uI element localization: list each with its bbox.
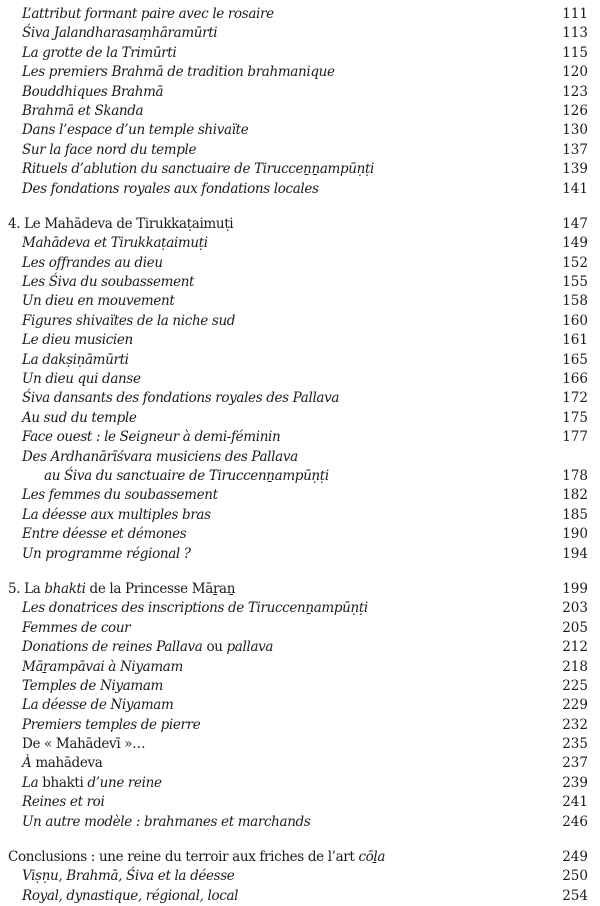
toc-entry-page: 229 — [562, 697, 588, 714]
chapter-title — [8, 848, 385, 867]
chapter-title: 4. Le Mahādeva de Tirukkaṭaimuṭi — [8, 215, 234, 232]
toc-entry — [0, 506, 600, 525]
toc-entry-page: 205 — [562, 619, 588, 636]
toc-entry-title: La grotte de la Trimūrti — [22, 44, 177, 61]
toc-entry-page: 182 — [562, 487, 588, 504]
toc-entry-title: Un autre modèle : brahmanes et marchands — [22, 813, 311, 830]
toc-entry-title: La dakṣiṇāmūrti — [22, 351, 129, 368]
toc-entry — [0, 254, 600, 273]
toc-entry-title: Un dieu qui danse — [22, 371, 141, 388]
section-spacer — [0, 564, 600, 580]
section-spacer — [0, 199, 600, 215]
toc-entry-title: Entre déesse et démones — [22, 526, 187, 543]
toc-entry-page: 177 — [562, 429, 588, 446]
toc-entry-title: Brahmā et Skanda — [22, 102, 144, 119]
toc-entry-page: 212 — [562, 639, 588, 656]
toc-entry — [0, 428, 600, 447]
toc-entry-page: 152 — [562, 254, 588, 271]
toc-entry — [0, 448, 600, 467]
toc-entry — [0, 331, 600, 350]
toc-entry — [0, 525, 600, 544]
toc-entry — [0, 867, 600, 886]
toc-entry — [0, 292, 600, 311]
toc-entry-continuation — [0, 467, 600, 486]
toc-entry-title-pre: Donations de reines Pallava — [22, 639, 207, 656]
toc-entry-page: 218 — [562, 658, 588, 675]
toc-entry — [0, 102, 600, 121]
toc-entry-title: Les Śiva du soubassement — [22, 274, 195, 291]
toc-entry — [0, 677, 600, 696]
toc-entry — [0, 234, 600, 253]
toc-entry — [0, 63, 600, 82]
toc-entry-page: 235 — [562, 736, 588, 753]
section-spacer — [0, 832, 600, 848]
toc-entry-title: Au sud du temple — [22, 409, 137, 426]
toc-entry-title: Un dieu en mouvement — [22, 293, 175, 310]
toc-entry — [0, 638, 600, 657]
toc-entry — [0, 599, 600, 618]
toc-entry — [0, 774, 600, 793]
chapter-title-emphasis: cōḻa — [358, 849, 386, 866]
toc-entry-title: Māṟampāvai à Niyamam — [22, 658, 183, 675]
toc-entry-page: 139 — [562, 161, 588, 178]
toc-entry — [0, 24, 600, 43]
toc-entry — [0, 351, 600, 370]
toc-entry-title: Reines et roi — [22, 794, 105, 811]
toc-entry-title — [22, 754, 102, 773]
toc-entry-title: Premiers temples de pierre — [22, 716, 201, 733]
toc-entry-page: 165 — [562, 351, 588, 368]
toc-entry-page: 178 — [562, 467, 588, 484]
chapter-page: 249 — [562, 849, 588, 866]
toc-entry-page: 254 — [562, 887, 588, 904]
toc-entry-page: 155 — [562, 274, 588, 291]
toc-entry — [0, 545, 600, 564]
toc-chapter-4 — [0, 215, 600, 234]
toc-entry-title: Rituels d’ablution du sanctuaire de Tirucceṉṉampūṇṭi — [22, 161, 375, 178]
toc-entry-page: 120 — [562, 64, 588, 81]
chapter-title-pre: Conclusions : une reine du terroir aux friches de l’art — [8, 849, 359, 866]
toc-entry-page: 172 — [562, 390, 588, 407]
toc-entry — [0, 141, 600, 160]
toc-entry-page: 137 — [562, 141, 588, 158]
toc-entry — [0, 370, 600, 389]
toc-entry-title: Face ouest : le Seigneur à demi-féminin — [22, 429, 281, 446]
toc-entry-page: 160 — [562, 312, 588, 329]
toc-entry-page: 123 — [562, 83, 588, 100]
toc-entry-page: 158 — [562, 293, 588, 310]
toc-entry-title: De « Mahādevī »… — [22, 736, 146, 753]
toc-entry-page: 141 — [562, 180, 588, 197]
toc-entry — [0, 389, 600, 408]
toc-entry-title: Temples de Niyamam — [22, 677, 163, 694]
chapter-title-post: de la Princesse Māṟaṉ — [85, 580, 236, 597]
toc-entry-page: 130 — [562, 122, 588, 139]
toc-entry — [0, 5, 600, 24]
chapter-title-emphasis: bhakti — [44, 580, 86, 597]
chapter-title — [8, 580, 235, 599]
toc-entry-title: Royal, dynastique, régional, local — [22, 887, 239, 904]
toc-entry-title-upright: bhakti — [42, 774, 84, 791]
toc-entry-page: 239 — [562, 774, 588, 791]
toc-entry-page: 232 — [562, 716, 588, 733]
toc-entry — [0, 121, 600, 140]
toc-entry-page: 203 — [562, 600, 588, 617]
toc-entry — [0, 716, 600, 735]
toc-entry — [0, 160, 600, 179]
toc-entry — [0, 793, 600, 812]
toc-entry-title: Figures shivaïtes de la niche sud — [22, 312, 236, 329]
toc-entry-page: 175 — [562, 409, 588, 426]
toc-entry-title: Dans l’espace d’un temple shivaïte — [22, 122, 249, 139]
toc-entry-title-upright: ou — [206, 639, 223, 656]
toc-entry-title-pre: À — [22, 755, 36, 772]
toc-entry-title: Le dieu musicien — [22, 332, 133, 349]
toc-entry-title: Femmes de cour — [22, 619, 131, 636]
toc-entry — [0, 658, 600, 677]
toc-entry-title: Mahādeva et Tirukkaṭaimuṭi — [22, 235, 208, 252]
toc-entry — [0, 312, 600, 331]
toc-entry-page: 115 — [562, 44, 588, 61]
toc-entry-page: 237 — [562, 755, 588, 772]
toc-entry-title: La déesse de Niyamam — [22, 697, 174, 714]
chapter-title-pre: 5. La — [8, 580, 45, 597]
toc-entry-title-upright: mahādeva — [35, 755, 103, 772]
toc-entry-title: Un programme régional ? — [22, 545, 191, 562]
toc-entry-title-pre: La — [22, 774, 43, 791]
toc-entry-page: 161 — [562, 332, 588, 349]
toc-entry-title: L’attribut formant paire avec le rosaire — [22, 6, 274, 22]
table-of-contents — [0, 5, 600, 906]
toc-entry-title: Des Ardhanārīśvara musiciens des Pallava — [22, 448, 298, 465]
toc-entry-page: 149 — [562, 235, 588, 252]
chapter-page: 147 — [562, 215, 588, 232]
toc-entry-title: au Śiva du sanctuaire de Tiruccenṉampūṇṭi — [44, 467, 329, 484]
toc-entry — [0, 887, 600, 906]
toc-entry-title: Les offrandes au dieu — [22, 254, 163, 271]
toc-entry-page: 113 — [562, 25, 588, 42]
toc-entry — [0, 619, 600, 638]
toc-entry-title: Śiva Jalandharasaṃhāramūrti — [22, 25, 218, 42]
toc-entry — [0, 813, 600, 832]
toc-entry — [0, 409, 600, 428]
toc-entry-page: 246 — [562, 813, 588, 830]
toc-entry — [0, 486, 600, 505]
toc-entry-title-post: d’une reine — [83, 774, 162, 791]
toc-entry — [0, 83, 600, 102]
toc-entry-title — [22, 774, 162, 793]
toc-entry-title: Les femmes du soubassement — [22, 487, 218, 504]
toc-entry — [0, 180, 600, 199]
toc-entry-title: Bouddhiques Brahmā — [22, 83, 164, 100]
toc-entry-title: Sur la face nord du temple — [22, 141, 197, 158]
toc-entry-page: 185 — [562, 506, 588, 523]
toc-conclusions — [0, 848, 600, 867]
toc-entry-page: 190 — [562, 526, 588, 543]
toc-entry — [0, 754, 600, 773]
toc-entry — [0, 696, 600, 715]
toc-entry-page: 111 — [562, 6, 588, 22]
toc-entry-title — [22, 638, 273, 657]
toc-entry — [0, 735, 600, 754]
toc-entry-title: Viṣṇu, Brahmā, Śiva et la déesse — [22, 868, 235, 885]
toc-entry-title: Des fondations royales aux fondations locales — [22, 180, 319, 197]
toc-entry-title-post: pallava — [222, 639, 274, 656]
toc-entry-page: 250 — [562, 868, 588, 885]
toc-entry-title: La déesse aux multiples bras — [22, 506, 211, 523]
toc-entry-page: 166 — [562, 371, 588, 388]
toc-entry-page: 194 — [562, 545, 588, 562]
toc-entry-page: 241 — [562, 794, 588, 811]
chapter-page: 199 — [562, 580, 588, 597]
toc-entry-title: Les donatrices des inscriptions de Tiruccenṉampūṇṭi — [22, 600, 368, 617]
toc-chapter-5 — [0, 580, 600, 599]
toc-entry-page: 225 — [562, 677, 588, 694]
toc-entry-title: Les premiers Brahmā de tradition brahmanique — [22, 64, 335, 81]
toc-entry — [0, 44, 600, 63]
toc-entry-title: Śiva dansants des fondations royales des Pallava — [22, 390, 340, 407]
toc-entry-page: 126 — [562, 102, 588, 119]
toc-entry — [0, 273, 600, 292]
